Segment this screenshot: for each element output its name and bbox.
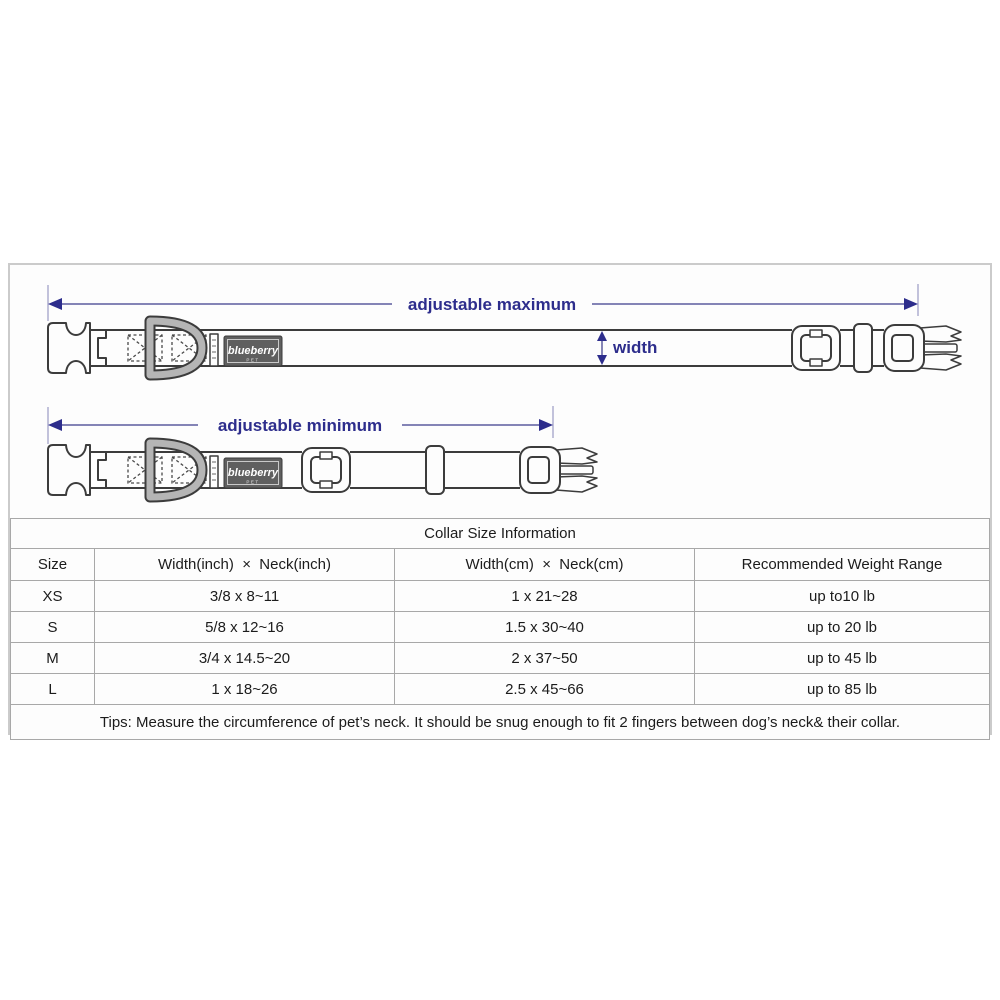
cell-inch: 5/8 x 12~16 [95, 612, 395, 643]
care-label-icon [210, 456, 218, 488]
collar-diagrams [10, 265, 990, 518]
cell-size: S [11, 612, 95, 643]
brand-label: blueberry [227, 467, 279, 479]
cell-weight: up to 20 lb [695, 612, 990, 643]
measuring-tips: Tips: Measure the circumference of pet’s neck. It should be snug enough to fit 2 fingers between dog’s neck& their collar. [11, 705, 990, 740]
cell-size: M [11, 643, 95, 674]
size-chart-panel [8, 263, 992, 735]
column-header-inch: Width(inch) × Neck(inch) [95, 549, 395, 581]
width-dimension-arrow [597, 331, 657, 365]
table-row-s [11, 612, 990, 643]
table-row-l [11, 674, 990, 705]
column-header-cm: Width(cm) × Neck(cm) [395, 549, 695, 581]
max-dimension-arrow [48, 284, 918, 321]
adjustable-minimum-label: adjustable minimum [217, 416, 383, 435]
cell-cm: 1 x 21~28 [395, 581, 695, 612]
strap [104, 330, 884, 366]
collar-maximum-diagram [48, 321, 961, 375]
cell-size: L [11, 674, 95, 705]
brand-patch [224, 336, 282, 366]
min-dimension-arrow [48, 406, 553, 444]
cell-cm: 1.5 x 30~40 [395, 612, 695, 643]
brand-patch [224, 458, 282, 488]
tri-glide-slider [302, 448, 350, 492]
female-buckle [48, 323, 106, 373]
cell-weight: up to10 lb [695, 581, 990, 612]
cell-weight: up to 45 lb [695, 643, 990, 674]
adjustable-maximum-label: adjustable maximum [407, 295, 577, 314]
cell-cm: 2.5 x 45~66 [395, 674, 695, 705]
brand-label: blueberry [227, 345, 279, 357]
cell-inch: 1 x 18~26 [95, 674, 395, 705]
cell-size: XS [11, 581, 95, 612]
table-row-m [11, 643, 990, 674]
table-title: Collar Size Information [11, 519, 990, 549]
collar-minimum-diagram [48, 443, 597, 497]
column-header-size: Size [11, 549, 95, 581]
cell-weight: up to 85 lb [695, 674, 990, 705]
male-buckle [520, 447, 597, 493]
cell-cm: 2 x 37~50 [395, 643, 695, 674]
table-row-xs [11, 581, 990, 612]
male-buckle [884, 325, 961, 371]
cell-inch: 3/8 x 8~11 [95, 581, 395, 612]
cell-inch: 3/4 x 14.5~20 [95, 643, 395, 674]
loop-keeper [426, 446, 444, 494]
brand-sublabel: PET [246, 479, 260, 485]
column-header-weight: Recommended Weight Range [695, 549, 990, 581]
brand-sublabel: PET [246, 357, 260, 363]
loop-keeper [854, 324, 872, 372]
female-buckle [48, 445, 106, 495]
width-label: width [613, 338, 658, 357]
tri-glide-slider [792, 326, 840, 370]
care-label-icon [210, 334, 218, 366]
collar-size-table [10, 518, 990, 740]
